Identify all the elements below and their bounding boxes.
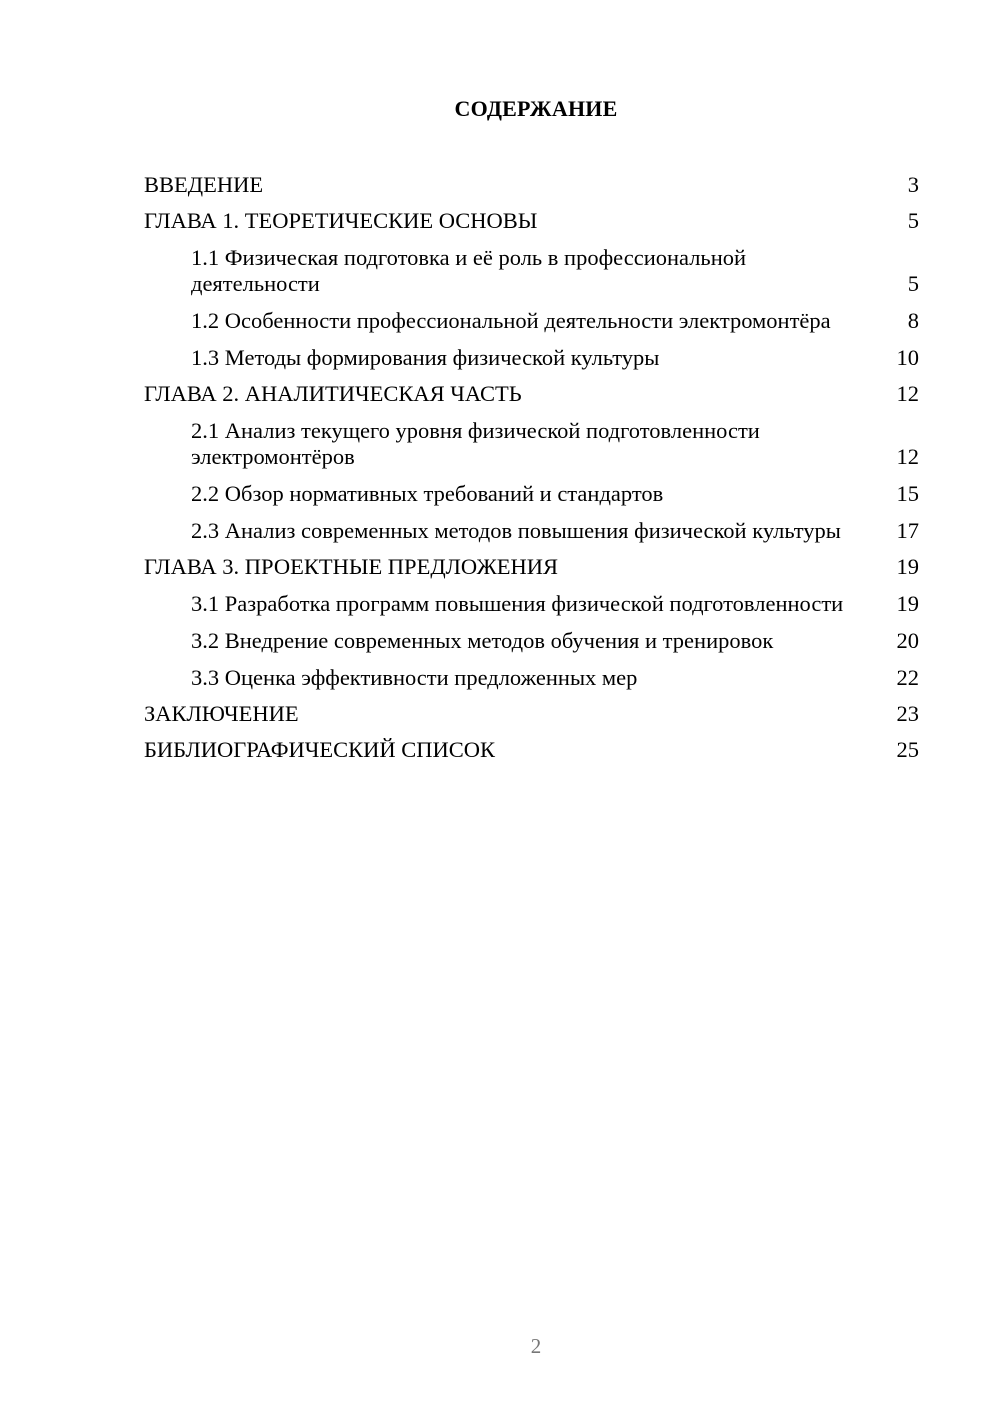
toc-entry-page: 8 [907, 308, 919, 333]
toc-entry [144, 308, 919, 334]
toc-entry-text: 1.1 Физическая подготовка и её роль в профессиональной деятельности [191, 245, 747, 296]
toc-entry-text: 2.1 Анализ текущего уровня физической подготовленности электромонтёров [191, 418, 760, 469]
toc-entry-text: 1.3 Методы формирования физической культуры [191, 345, 660, 370]
toc-entry-page: 12 [896, 381, 919, 406]
toc-entry-page: 17 [896, 518, 919, 543]
toc-entry-page: 12 [896, 444, 919, 469]
page-title: СОДЕРЖАНИЕ [454, 96, 618, 121]
toc-entry [144, 418, 919, 470]
toc-entry-page: 22 [896, 665, 919, 690]
toc-entry-text: 1.2 Особенности профессиональной деятельности электромонтёра [191, 308, 831, 333]
toc-entry [144, 628, 919, 654]
toc-entry-page: 5 [907, 271, 919, 296]
toc-entry-text: ВВЕДЕНИЕ [144, 172, 264, 197]
toc-entry-page: 20 [896, 628, 919, 653]
toc-entry [144, 665, 919, 691]
table-of-contents [144, 168, 919, 763]
toc-entry [144, 208, 919, 234]
toc-entry [144, 381, 919, 407]
toc-entry [144, 481, 919, 507]
toc-entry-page: 10 [896, 345, 919, 370]
toc-entry-text: 3.1 Разработка программ повышения физической подготовленности [191, 591, 844, 616]
toc-entry-text: 2.2 Обзор нормативных требований и стандартов [191, 481, 664, 506]
toc-entry [144, 554, 919, 580]
toc-entry-page: 25 [896, 737, 919, 762]
toc-entry-text: ЗАКЛЮЧЕНИЕ [144, 701, 299, 726]
page-number: 2 [530, 1334, 542, 1358]
toc-entry [144, 345, 919, 371]
toc-entry-text: ГЛАВА 1. ТЕОРЕТИЧЕСКИЕ ОСНОВЫ [144, 208, 538, 233]
toc-entry [144, 518, 919, 544]
toc-entry-page: 19 [896, 591, 919, 616]
toc-entry [144, 737, 919, 763]
toc-entry [144, 172, 919, 198]
toc-entry [144, 701, 919, 727]
toc-entry-text: БИБЛИОГРАФИЧЕСКИЙ СПИСОК [144, 737, 496, 762]
toc-entry-page: 3 [907, 172, 919, 197]
toc-entry-text: 3.3 Оценка эффективности предложенных мер [191, 665, 638, 690]
toc-entry-page: 23 [896, 701, 919, 726]
toc-entry-text: ГЛАВА 2. АНАЛИТИЧЕСКАЯ ЧАСТЬ [144, 381, 522, 406]
toc-entry-page: 5 [907, 208, 919, 233]
toc-entry-text: 2.3 Анализ современных методов повышения физической культуры [191, 518, 841, 543]
toc-entry-page: 15 [896, 481, 919, 506]
toc-entry-text: ГЛАВА 3. ПРОЕКТНЫЕ ПРЕДЛОЖЕНИЯ [144, 554, 559, 579]
toc-entry [144, 591, 919, 617]
toc-entry-page: 19 [896, 554, 919, 579]
toc-entry [144, 245, 919, 297]
toc-entry-text: 3.2 Внедрение современных методов обучения и тренировок [191, 628, 774, 653]
